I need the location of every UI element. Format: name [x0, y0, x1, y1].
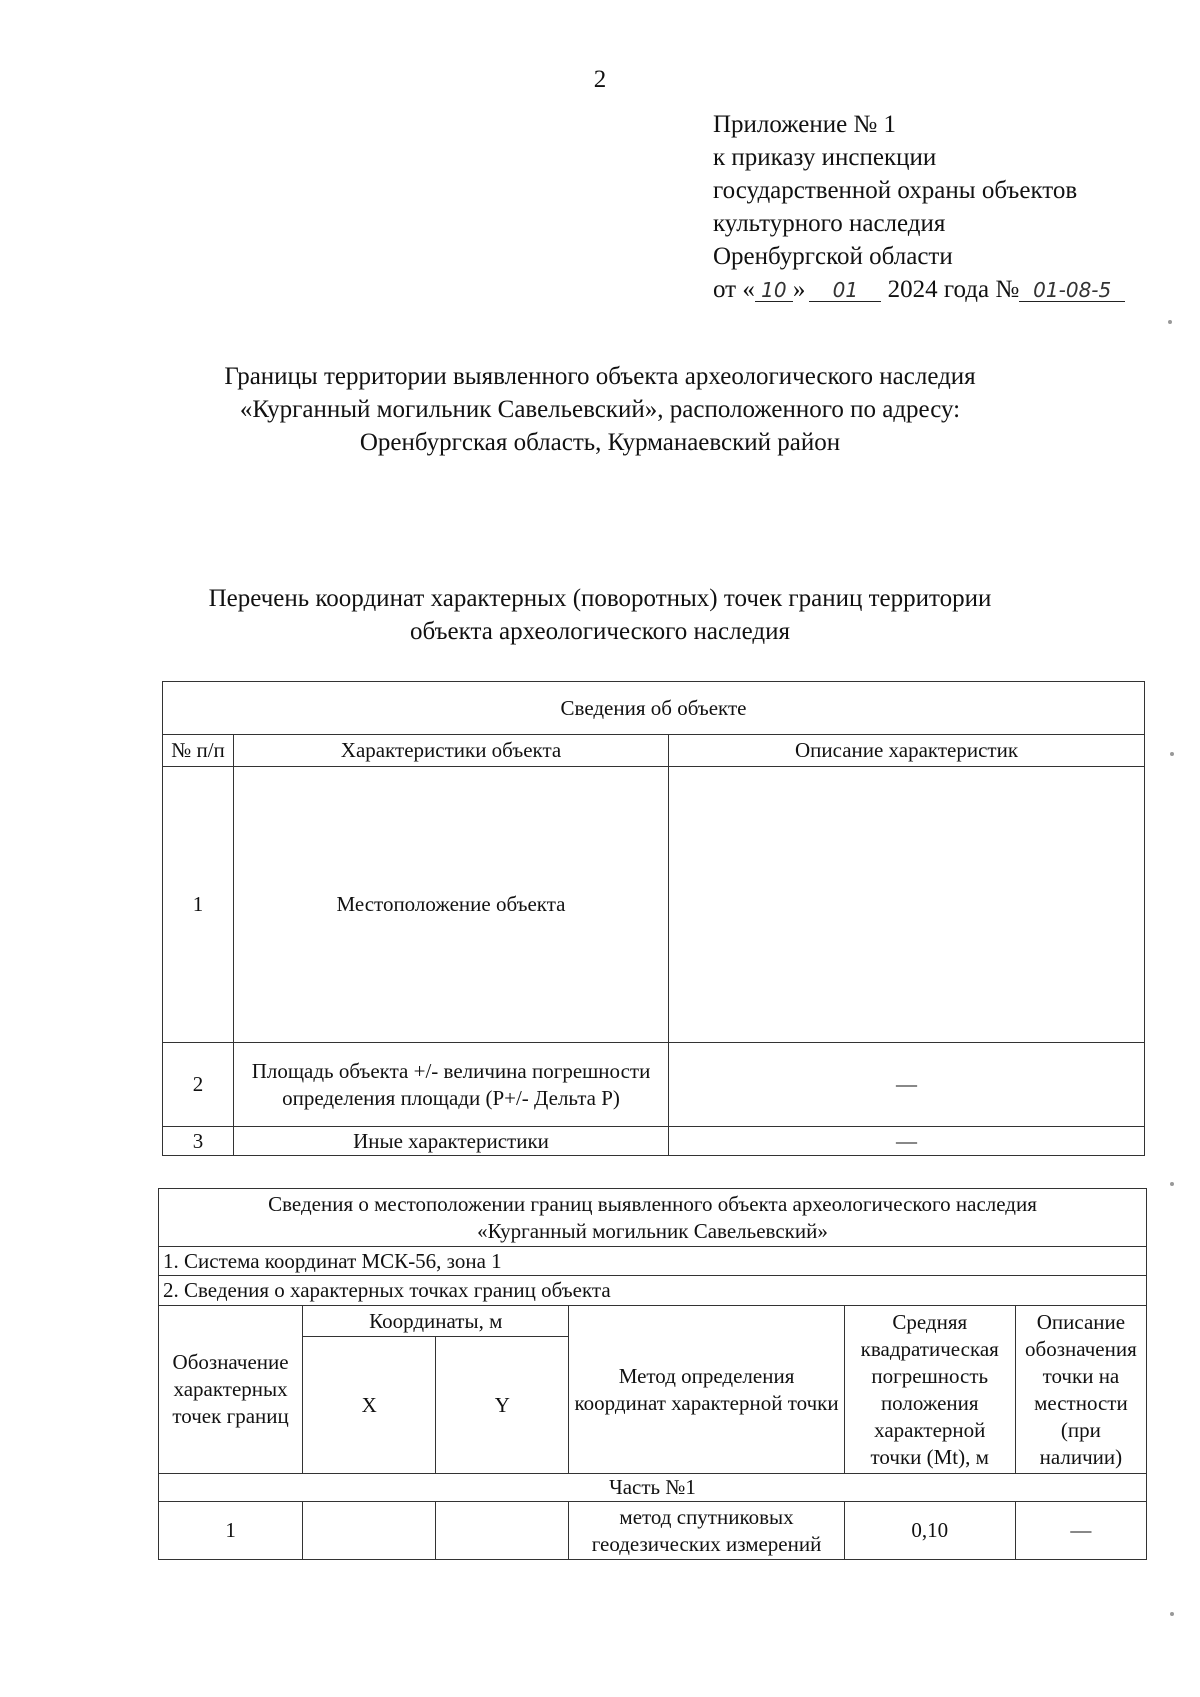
page-number: 2 — [593, 66, 607, 93]
table-row — [163, 767, 1145, 1043]
header-description: Описание характеристик — [669, 735, 1145, 767]
appendix-line: Оренбургской области — [713, 243, 953, 270]
location-table — [158, 1188, 1147, 1560]
year-text: 2024 года № — [887, 276, 1020, 303]
heading-line: «Курганный могильник Савельевский», расположенного по адресу: — [239, 396, 961, 423]
appendix-block — [713, 108, 1125, 306]
location-title-line: Сведения о местоположении границ выявленного объекта археологического наследия — [268, 1191, 1037, 1216]
scan-speck — [1170, 752, 1174, 756]
handwritten-day: 10 — [755, 279, 793, 302]
appendix-line: культурного наследия — [713, 210, 946, 237]
heading-line: Оренбургская область, Курманаевский район — [359, 429, 841, 456]
row-name: Площадь объекта +/- величина погрешности определения площади (Р+/- Дельта Р) — [234, 1043, 669, 1127]
object-info-table — [162, 681, 1145, 1156]
appendix-line: Приложение № 1 — [713, 111, 897, 138]
appendix-line: к приказу инспекции — [713, 144, 937, 171]
list-heading-line: Перечень координат характерных (поворотных) точек границ территории — [208, 585, 992, 612]
document-heading — [0, 360, 1200, 459]
handwritten-order-number: 01-08-5 — [1019, 279, 1125, 302]
row-num: 1 — [163, 767, 234, 1043]
quote-close: » — [792, 276, 806, 303]
header-point-description: Описание обозначения точки на местности (при наличии) — [1015, 1306, 1146, 1474]
point-description: — — [1015, 1502, 1146, 1560]
row-name: Местоположение объекта — [234, 767, 669, 1043]
location-title-line: «Курганный могильник Савельевский» — [477, 1218, 828, 1243]
header-point-designation: Обозначение характерных точек границ — [159, 1306, 303, 1474]
handwritten-month: 01 — [809, 279, 881, 302]
row-desc — [669, 767, 1145, 1043]
object-table-title: Сведения об объекте — [163, 682, 1145, 735]
table-row — [163, 1043, 1145, 1127]
part-label: Часть №1 — [159, 1474, 1147, 1502]
scan-speck — [1170, 1182, 1174, 1186]
appendix-date-line — [713, 273, 1125, 306]
row-name: Иные характеристики — [234, 1127, 669, 1156]
header-accuracy: Средняя квадратическая погрешность положения характерной точки (Mt), м — [844, 1306, 1015, 1474]
header-characteristic: Характеристики объекта — [234, 735, 669, 767]
appendix-line: государственной охраны объектов — [713, 177, 1078, 204]
row-desc: — — [669, 1127, 1145, 1156]
table-row — [163, 1127, 1145, 1156]
heading-line: Границы территории выявленного объекта археологического наследия — [224, 363, 976, 390]
location-table-title — [159, 1189, 1147, 1247]
header-coordinates: Координаты, м — [303, 1306, 569, 1337]
point-method: метод спутниковых геодезических измерений — [569, 1502, 844, 1560]
header-x: X — [303, 1337, 436, 1474]
points-info-row: 2. Сведения о характерных точках границ объекта — [159, 1276, 1147, 1306]
coordinate-system-row: 1. Система координат МСК-56, зона 1 — [159, 1247, 1147, 1276]
scan-speck — [1170, 1612, 1174, 1616]
list-heading-line: объекта археологического наследия — [410, 618, 790, 645]
row-desc: — — [669, 1043, 1145, 1127]
date-prefix: от « — [713, 276, 755, 303]
header-y: Y — [436, 1337, 569, 1474]
point-y — [436, 1502, 569, 1560]
row-num: 2 — [163, 1043, 234, 1127]
list-heading — [0, 582, 1200, 648]
point-number: 1 — [159, 1502, 303, 1560]
point-accuracy: 0,10 — [844, 1502, 1015, 1560]
table-row — [159, 1502, 1147, 1560]
scan-speck — [1168, 320, 1172, 324]
point-x — [303, 1502, 436, 1560]
header-num: № п/п — [163, 735, 234, 767]
row-num: 3 — [163, 1127, 234, 1156]
header-method: Метод определения координат характерной точки — [569, 1306, 844, 1474]
